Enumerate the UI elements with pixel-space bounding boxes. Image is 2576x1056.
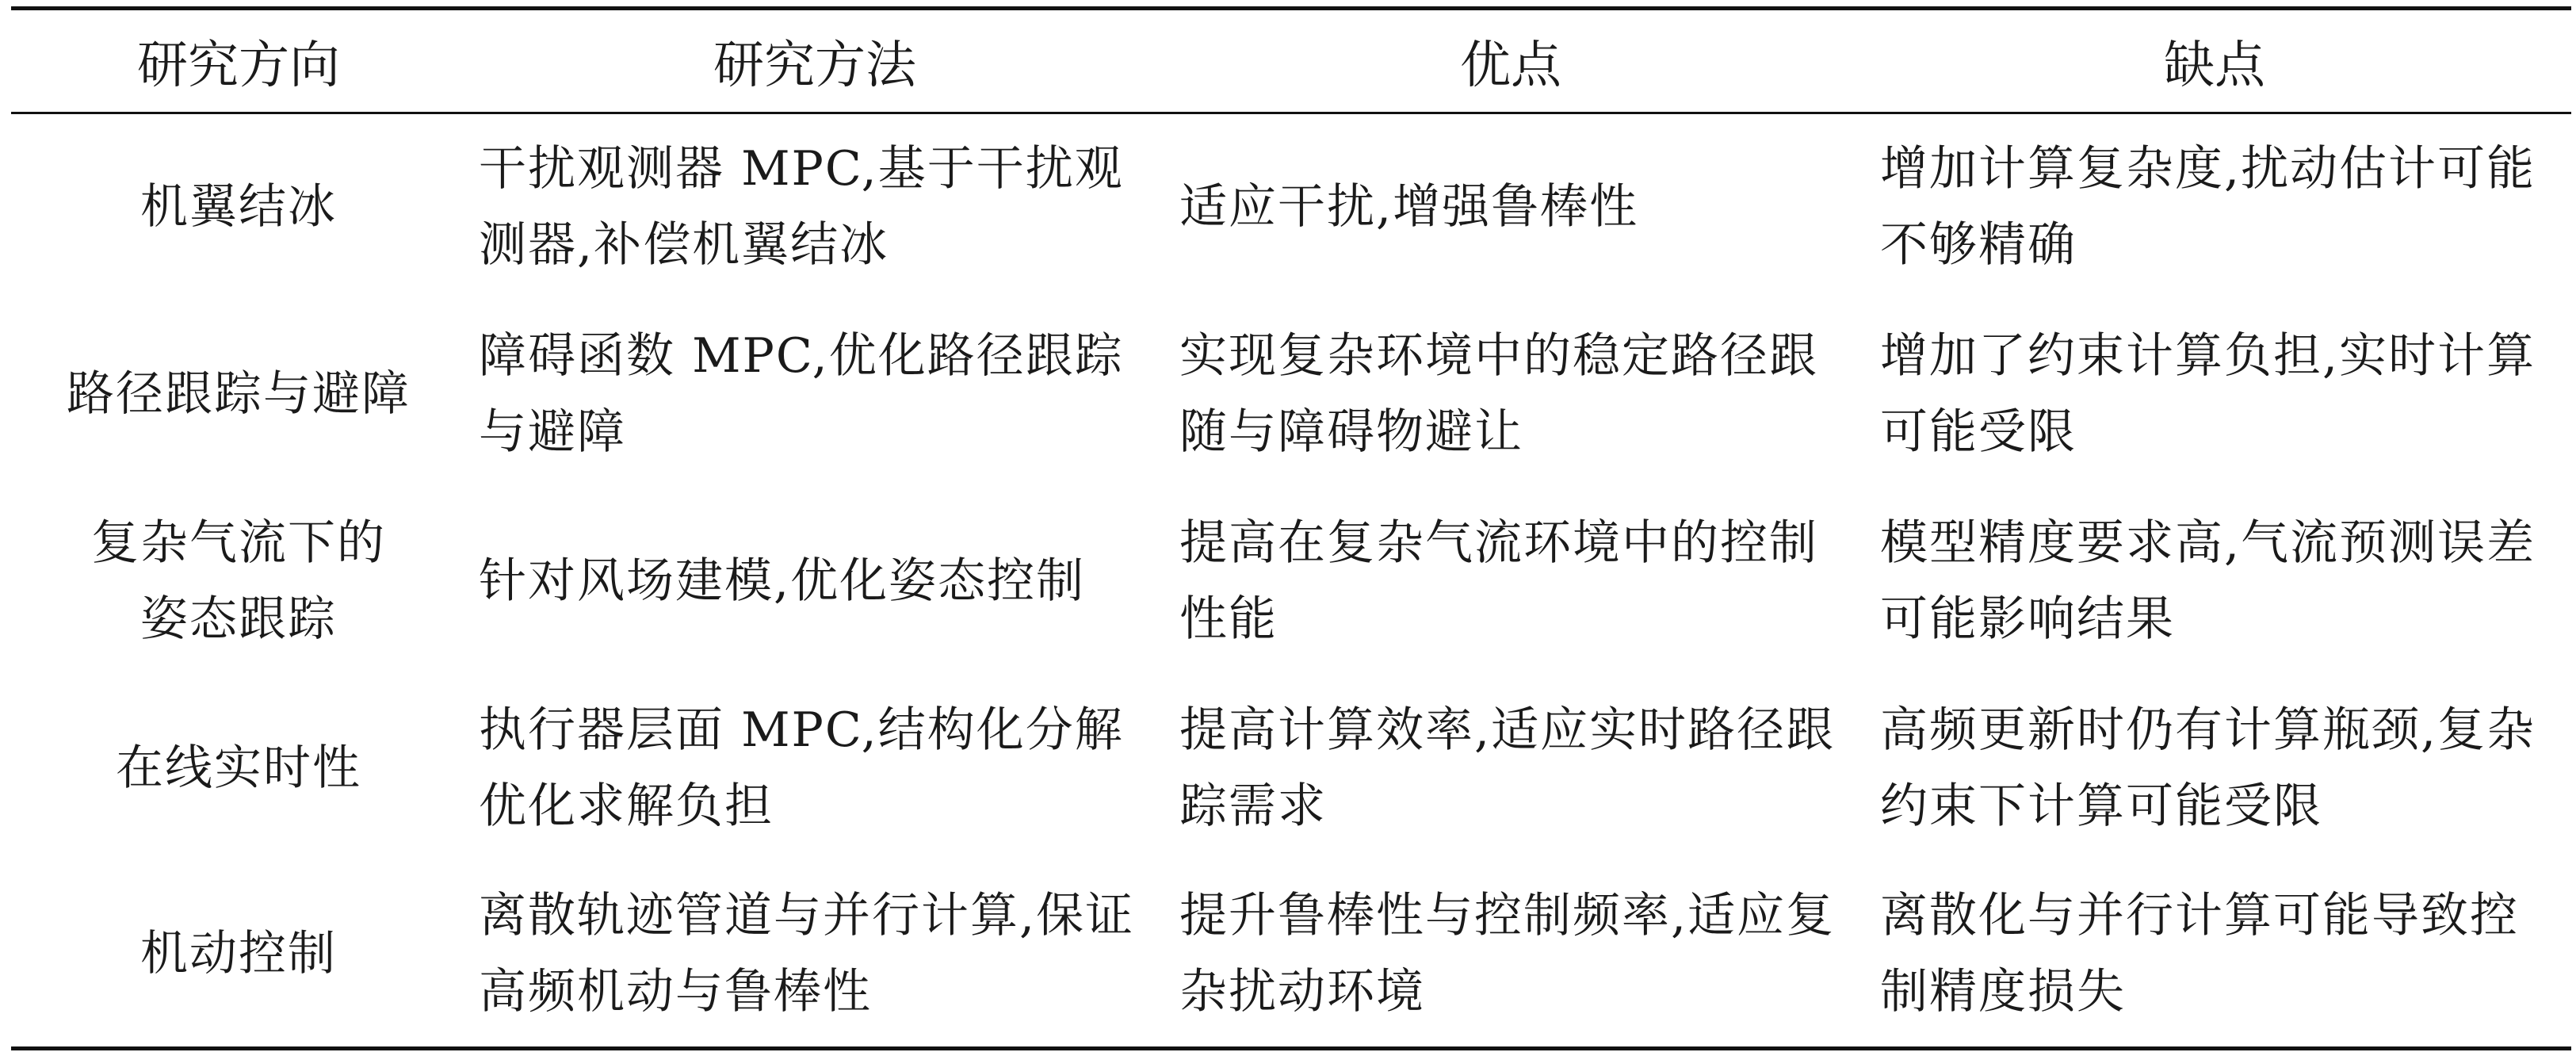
cell-advantage: 提高计算效率,适应实时路径跟踪需求 xyxy=(1179,702,1836,834)
cell-direction: 在线实时性 xyxy=(116,740,361,796)
comparison-table-container xyxy=(11,6,2571,1050)
cell-disadvantage: 增加计算复杂度,扰动估计可能不够精确 xyxy=(1880,141,2536,274)
cell-direction: 机动控制 xyxy=(11,862,466,1049)
cell-direction: 路径跟踪与避障 xyxy=(67,365,411,422)
cell-advantage: 提升鲁棒性与控制频率,适应复杂扰动环境 xyxy=(1164,862,1858,1049)
cell-method: 干扰观测器 MPC,基于干扰观测器,补偿机翼结冰 xyxy=(479,141,1124,274)
table-row xyxy=(11,862,2571,1049)
table-row xyxy=(11,488,2571,675)
cell-disadvantage: 模型精度要求高,气流预测误差可能影响结果 xyxy=(1880,515,2536,647)
header-row xyxy=(11,9,2571,113)
header-disadvantage: 缺点 xyxy=(1858,9,2571,113)
cell-direction: 机翼结冰 xyxy=(140,179,337,235)
cell-disadvantage: 高频更新时仍有计算瓶颈,复杂约束下计算可能受限 xyxy=(1880,702,2536,834)
table-row xyxy=(11,113,2571,300)
cell-method: 针对风场建模,优化姿态控制 xyxy=(479,553,1086,609)
cell-method: 执行器层面 MPC,结构化分解优化求解负担 xyxy=(479,702,1124,834)
cell-disadvantage: 增加了约束计算负担,实时计算可能受限 xyxy=(1880,327,2536,460)
cell-advantage: 提高在复杂气流环境中的控制性能 xyxy=(1179,515,1818,647)
cell-method: 障碍函数 MPC,优化路径跟踪与避障 xyxy=(479,327,1124,460)
cell-direction: 复杂气流下的姿态跟踪 xyxy=(91,515,386,647)
table-header xyxy=(11,9,2571,113)
cell-disadvantage: 离散化与并行计算可能导致控制精度损失 xyxy=(1858,862,2571,1049)
header-research-direction: 研究方向 xyxy=(11,9,466,113)
table-row xyxy=(11,300,2571,488)
mpc-comparison-table xyxy=(11,6,2571,1050)
table-body xyxy=(11,113,2571,1049)
header-research-method: 研究方法 xyxy=(466,9,1164,113)
table-row xyxy=(11,675,2571,862)
cell-advantage: 适应干扰,增强鲁棒性 xyxy=(1179,179,1639,235)
header-advantage: 优点 xyxy=(1164,9,1858,113)
cell-method: 离散轨迹管道与并行计算,保证高频机动与鲁棒性 xyxy=(466,862,1164,1049)
cell-advantage: 实现复杂环境中的稳定路径跟随与障碍物避让 xyxy=(1179,327,1818,460)
